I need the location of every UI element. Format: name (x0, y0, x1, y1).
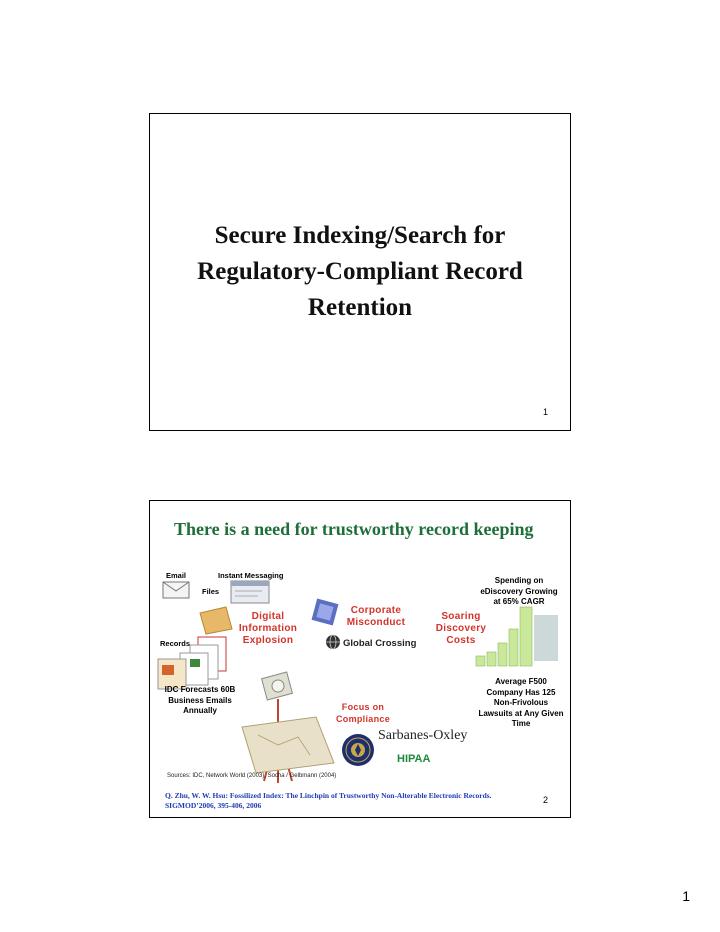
slide-2-number: 2 (542, 795, 548, 805)
spending-label: Spending on eDiscovery Growing at 65% CAGR (480, 576, 558, 606)
chat-window-icon (230, 580, 272, 606)
records-label: Records (160, 639, 191, 648)
average-lawsuits-label: Average F500 Company Has 125 Non-Frivolous Lawsuits at Any Given Time (478, 677, 564, 728)
page-number: 1 (682, 888, 690, 904)
slide-1-title: Secure Indexing/Search for Regulatory-Compliant Record Retention (197, 222, 523, 321)
hipaa-label: HIPAA (397, 753, 431, 765)
email-label: Email (166, 571, 187, 580)
focus-on-compliance-label: Focus on Compliance (335, 702, 390, 724)
files-label: Files (202, 587, 220, 596)
digital-information-explosion-label: Digital Information Explosion (238, 611, 298, 646)
sec-seal-icon (341, 733, 375, 767)
slide-2-title: There is a need for trustworthy record keeping (174, 519, 534, 539)
spending-growth-bars (474, 605, 560, 669)
global-crossing-globe-icon (325, 634, 341, 650)
citation: Q. Zhu, W. W. Hsu: Fossilized Index: The Linchpin of Trustworthy Non-Alterable Electronic Records. SIGMOD’2006, 395-406, 2006 (165, 791, 492, 810)
global-crossing-logo: Global Crossing (343, 638, 417, 649)
soaring-discovery-costs-label: Soaring Discovery Costs (435, 611, 487, 646)
envelope-icon (162, 581, 192, 603)
slide-2 (149, 500, 571, 818)
corporate-logo-icon (312, 599, 340, 627)
corporate-misconduct-label: Corporate Misconduct (346, 605, 406, 628)
sources-note: Sources: IDC, Network World (2003), Socha / Gelbmann (2004) (167, 773, 337, 779)
slide-1-number: 1 (542, 407, 548, 417)
idc-forecast-label: IDC Forecasts 60B Business Emails Annually (164, 685, 236, 715)
instant-messaging-label: Instant Messaging (218, 571, 284, 580)
sarbanes-oxley-label: Sarbanes-Oxley (378, 728, 468, 743)
slide-1 (149, 113, 571, 431)
